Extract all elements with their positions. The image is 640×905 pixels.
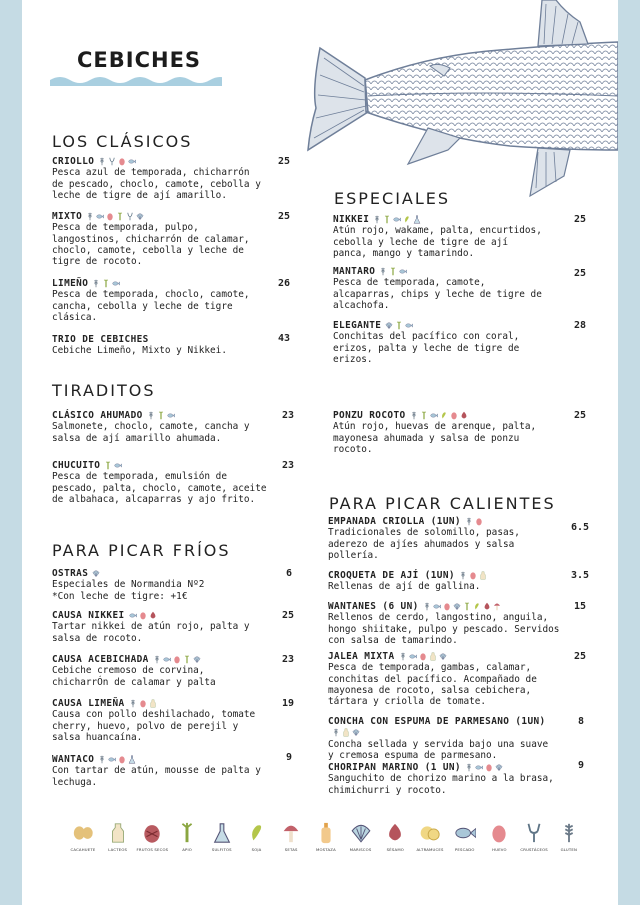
gluten-icon — [459, 571, 467, 580]
fish-icon — [399, 267, 407, 276]
celery-icon — [395, 321, 403, 330]
legend-item — [378, 822, 412, 853]
celery-icon — [176, 822, 198, 844]
item-price: 25 — [574, 268, 587, 279]
item-price: 25 — [574, 214, 587, 225]
fish-icon — [430, 411, 438, 420]
celery-icon — [389, 267, 397, 276]
fish-icon — [112, 279, 120, 288]
item-description: Salmonete, choclo, camote, cancha y salsa de ají amarillo ahumada. — [52, 421, 250, 444]
item-price: 8 — [578, 716, 585, 727]
item-description: Tradicionales de solomillo, pasas, aderezo de ajíes ahumados y salsa pollería. — [328, 527, 520, 561]
celery-icon — [116, 212, 124, 221]
gluten-icon — [153, 655, 161, 664]
item-price: 6.5 — [571, 522, 590, 533]
mushroom-icon — [280, 822, 302, 844]
mollusc-icon — [350, 822, 372, 844]
mollusc-icon — [193, 655, 201, 664]
mollusc-icon — [92, 569, 100, 578]
soy-icon — [440, 411, 448, 420]
menu-item — [52, 334, 278, 357]
item-description: Conchitas del pacífico con coral, erizos, palta y leche de tigre de erizos. — [333, 331, 520, 365]
egg-icon — [450, 411, 458, 420]
item-description: Especiales de Normandia Nº2 *Con leche de tigre: +1€ — [52, 579, 205, 602]
allergen-icons — [465, 517, 483, 526]
menu-item — [333, 266, 565, 311]
item-name: EMPANADA CRIOLLA (1UN) — [328, 516, 461, 527]
mushroom-icon — [493, 602, 501, 611]
fish-icon — [129, 611, 137, 620]
legend-label: CACAHUETE — [70, 847, 96, 852]
item-price: 19 — [282, 698, 295, 709]
celery-icon — [102, 279, 110, 288]
item-name: CRIOLLO — [52, 156, 95, 167]
fish-icon — [409, 652, 417, 661]
item-name: CONCHA CON ESPUMA DE PARMESANO (1UN) — [328, 716, 546, 727]
gluten-icon — [558, 822, 580, 844]
fish-icon — [96, 212, 104, 221]
allergen-icons — [373, 215, 421, 224]
peanut-icon — [72, 822, 94, 844]
item-description: Rellenos de cerdo, langostino, anguila, hongo shiitake, pulpo y pescado. Servidos con salsa de tamarindo. — [328, 612, 560, 646]
item-description: Pesca de temporada, choclo, camote, cancha, cebolla y leche de tigre clásica. — [52, 289, 250, 323]
mollusc-icon — [453, 602, 461, 611]
legend-item — [413, 822, 447, 853]
allergen-icons — [92, 279, 120, 288]
egg-icon — [443, 602, 451, 611]
item-name: JALEA MIXTA — [328, 651, 395, 662]
milk-icon — [149, 699, 157, 708]
allergen-icons — [385, 321, 413, 330]
gluten-icon — [129, 699, 137, 708]
celery-icon — [383, 215, 391, 224]
sesame-icon — [149, 611, 157, 620]
legend-label: HUEVO — [492, 847, 507, 852]
allergen-icons — [423, 602, 501, 611]
item-description: Rellenas de ají de gallina. — [328, 581, 481, 593]
legend-label: APIO — [182, 847, 192, 852]
item-price: 23 — [282, 654, 295, 665]
crustacean-icon — [108, 157, 116, 166]
menu-item — [52, 654, 278, 688]
legend-item — [66, 822, 100, 853]
item-description: Pesca de temporada, camote, alcaparras, chips y leche de tigre de alcachofa. — [333, 277, 542, 311]
menu-item — [52, 698, 278, 743]
allergen-icons — [86, 212, 144, 221]
fish-icon — [128, 157, 136, 166]
menu-item — [52, 460, 278, 505]
legend-item — [344, 822, 378, 853]
fish-illustration — [280, 0, 618, 200]
allergen-icons — [379, 267, 407, 276]
allergen-icons — [104, 461, 122, 470]
allergen-icons — [332, 728, 360, 737]
gluten-icon — [373, 215, 381, 224]
legend-item — [135, 822, 169, 853]
allergen-icons — [129, 699, 157, 708]
legend-item — [240, 822, 274, 853]
section-frios: PARA PICAR FRÍOS — [52, 541, 231, 560]
legend-label: CRUSTÁCEOS — [520, 847, 548, 852]
item-description: Pesca de temporada, pulpo, langostinos, chicharrón de calamar, choclo, camote, cebolla y leche de tigre de rocoto. — [52, 222, 250, 268]
item-description: Pesca de temporada, emulsión de pescado, palta, choclo, camote, aceite de albahaca, alcaparras y ajo frito. — [52, 471, 267, 505]
allergen-icons — [410, 411, 468, 420]
item-name: WANTACO — [52, 754, 95, 765]
sulphite-icon — [211, 822, 233, 844]
menu-item — [328, 762, 570, 796]
legend-label: ALTRAMUCES — [416, 847, 444, 852]
fish-icon — [475, 763, 483, 772]
egg-icon — [419, 652, 427, 661]
egg-icon — [118, 157, 126, 166]
item-price: 23 — [282, 460, 295, 471]
legend-label: SETAS — [284, 847, 298, 852]
gluten-icon — [98, 755, 106, 764]
item-name: CAUSA NIKKEI — [52, 610, 125, 621]
milk-icon — [342, 728, 350, 737]
menu-item — [52, 754, 278, 788]
fish-icon — [405, 321, 413, 330]
item-name: OSTRAS — [52, 568, 89, 579]
gluten-icon — [410, 411, 418, 420]
item-price: 25 — [282, 610, 295, 621]
sesame-icon — [460, 411, 468, 420]
gluten-icon — [399, 652, 407, 661]
celery-icon — [420, 411, 428, 420]
item-price: 25 — [278, 211, 291, 222]
mustard-icon — [315, 822, 337, 844]
sulphite-icon — [413, 215, 421, 224]
section-especiales: ESPECIALES — [334, 189, 451, 208]
celery-icon — [104, 461, 112, 470]
egg-icon — [139, 699, 147, 708]
gluten-icon — [147, 411, 155, 420]
item-description: Atún rojo, wakame, palta, encurtidos, cebolla y leche de tigre de ají panca, mango y tamarindo. — [333, 225, 542, 259]
menu-title: CEBICHES — [77, 48, 202, 72]
legend-item — [552, 822, 586, 853]
section-calientes: PARA PICAR CALIENTES — [329, 494, 556, 513]
legend-label: LACTEOS — [108, 847, 128, 852]
legend-item — [274, 822, 308, 853]
item-description: Cebiche cremoso de corvina, chicharrÓn de calamar y palta — [52, 665, 216, 688]
soy-icon — [246, 822, 268, 844]
item-description: Atún rojo, huevas de arenque, palta, mayonesa ahumada y salsa de ponzu rocoto. — [333, 421, 537, 455]
milk-icon — [429, 652, 437, 661]
legend-item — [170, 822, 204, 853]
item-name: NIKKEI — [333, 214, 370, 225]
egg-icon — [173, 655, 181, 664]
fish-icon — [163, 655, 171, 664]
sesame-icon — [483, 602, 491, 611]
legend-label: MOSTAZA — [315, 847, 336, 852]
nuts-icon — [141, 822, 163, 844]
lupin-icon — [419, 822, 441, 844]
gluten-icon — [86, 212, 94, 221]
menu-item — [328, 570, 566, 593]
menu-item — [52, 211, 278, 267]
egg-icon — [139, 611, 147, 620]
item-name: CROQUETA DE AJÍ (1UN) — [328, 570, 455, 581]
allergen-icons — [98, 157, 136, 166]
section-clasicos: LOS CLÁSICOS — [52, 132, 193, 151]
item-name: CAUSA LIMEÑA — [52, 698, 125, 709]
item-name: LIMEÑO — [52, 278, 89, 289]
mollusc-icon — [385, 321, 393, 330]
celery-icon — [183, 655, 191, 664]
item-price: 25 — [574, 651, 587, 662]
section-tiraditos: TIRADITOS — [52, 381, 156, 400]
menu-item — [333, 214, 565, 259]
legend-label: FRUTOS SECOS — [136, 847, 169, 852]
item-description: Tartar nikkei de atún rojo, palta y salsa de rocoto. — [52, 621, 250, 644]
allergen-legend — [66, 822, 586, 853]
egg-icon — [106, 212, 114, 221]
celery-icon — [463, 602, 471, 611]
egg-icon — [488, 822, 510, 844]
item-price: 15 — [574, 601, 587, 612]
sesame-icon — [384, 822, 406, 844]
allergen-icons — [98, 755, 136, 764]
legend-label: GLUTEN — [560, 847, 578, 852]
item-price: 25 — [278, 156, 291, 167]
item-name: CHUCUITO — [52, 460, 101, 471]
menu-item — [52, 610, 278, 644]
item-name: MIXTO — [52, 211, 83, 222]
item-price: 43 — [278, 333, 291, 344]
item-name: MANTARO — [333, 266, 376, 277]
legend-label: MARISCOS — [349, 847, 372, 852]
item-name: CHORIPAN MARINO (1 UN) — [328, 762, 461, 773]
allergen-icons — [129, 611, 157, 620]
item-name: ELEGANTE — [333, 320, 382, 331]
allergen-icons — [399, 652, 447, 661]
allergen-icons — [465, 763, 503, 772]
item-price: 6 — [286, 568, 293, 579]
item-description: Con tartar de atún, mousse de palta y lechuga. — [52, 765, 261, 788]
gluten-icon — [465, 517, 473, 526]
gluten-icon — [379, 267, 387, 276]
wave-decoration — [50, 74, 222, 86]
mollusc-icon — [439, 652, 447, 661]
soy-icon — [403, 215, 411, 224]
menu-item — [52, 278, 278, 323]
gluten-icon — [92, 279, 100, 288]
item-price: 28 — [574, 320, 587, 331]
item-name: CLÁSICO AHUMADO — [52, 410, 143, 421]
fish-icon — [454, 822, 476, 844]
allergen-icons — [459, 571, 487, 580]
fish-icon — [114, 461, 122, 470]
mollusc-icon — [136, 212, 144, 221]
item-price: 9 — [578, 760, 585, 771]
gluten-icon — [332, 728, 340, 737]
gluten-icon — [423, 602, 431, 611]
legend-item — [309, 822, 343, 853]
legend-item — [101, 822, 135, 853]
item-description: Pesca de temporada, gambas, calamar, conchitas del pacífico. Acompañado de mayonesa de rocoto, salsa cebichera, tártara y criolla de tomate. — [328, 662, 537, 708]
fish-icon — [108, 755, 116, 764]
item-name: TRIO DE CEBICHES — [52, 334, 149, 345]
egg-icon — [475, 517, 483, 526]
crustacean-icon — [126, 212, 134, 221]
menu-item — [328, 716, 570, 761]
allergen-icons — [153, 655, 201, 664]
fish-icon — [167, 411, 175, 420]
egg-icon — [118, 755, 126, 764]
menu-page — [22, 0, 618, 905]
item-description: Cebiche Limeño, Mixto y Nikkei. — [52, 345, 227, 357]
mollusc-icon — [495, 763, 503, 772]
item-name: CAUSA ACEBICHADA — [52, 654, 149, 665]
item-description: Causa con pollo deshilachado, tomate cherry, huevo, polvo de perejil y salsa huancaína. — [52, 709, 256, 743]
celery-icon — [157, 411, 165, 420]
sulphite-icon — [128, 755, 136, 764]
legend-item — [205, 822, 239, 853]
crustacean-icon — [523, 822, 545, 844]
item-price: 26 — [278, 278, 291, 289]
menu-item — [333, 320, 565, 365]
legend-item — [517, 822, 551, 853]
egg-icon — [485, 763, 493, 772]
item-price: 3.5 — [571, 570, 590, 581]
soy-icon — [473, 602, 481, 611]
menu-item — [328, 601, 572, 646]
item-description: Pesca azul de temporada, chicharrón de pescado, choclo, camote, cebolla y leche de tigre de ají amarillo. — [52, 167, 261, 201]
legend-label: SÉSAMO — [386, 847, 404, 852]
item-price: 9 — [286, 752, 293, 763]
item-price: 25 — [574, 410, 587, 421]
item-price: 23 — [282, 410, 295, 421]
item-name: PONZU ROCOTO — [333, 410, 406, 421]
item-name: WANTANES (6 UN) — [328, 601, 419, 612]
menu-item — [328, 651, 566, 707]
menu-item — [52, 410, 278, 444]
allergen-icons — [147, 411, 175, 420]
legend-label: SULFITOS — [211, 847, 232, 852]
allergen-icons — [92, 569, 100, 578]
item-description: Concha sellada y servida bajo una suave y cremosa espuma de parmesano. — [328, 738, 549, 761]
menu-item — [52, 568, 278, 602]
menu-item — [328, 516, 566, 561]
legend-label: SOJA — [251, 847, 262, 852]
milk-icon — [479, 571, 487, 580]
legend-item — [482, 822, 516, 853]
gluten-icon — [98, 157, 106, 166]
fish-icon — [393, 215, 401, 224]
milk-icon — [107, 822, 129, 844]
menu-item — [333, 410, 565, 455]
item-description: Sanguchito de chorizo marino a la brasa, chimichurri y rocoto. — [328, 773, 554, 796]
gluten-icon — [465, 763, 473, 772]
legend-label: PESCADO — [454, 847, 475, 852]
mollusc-icon — [352, 728, 360, 737]
egg-icon — [469, 571, 477, 580]
legend-item — [448, 822, 482, 853]
fish-icon — [433, 602, 441, 611]
menu-item — [52, 156, 278, 201]
